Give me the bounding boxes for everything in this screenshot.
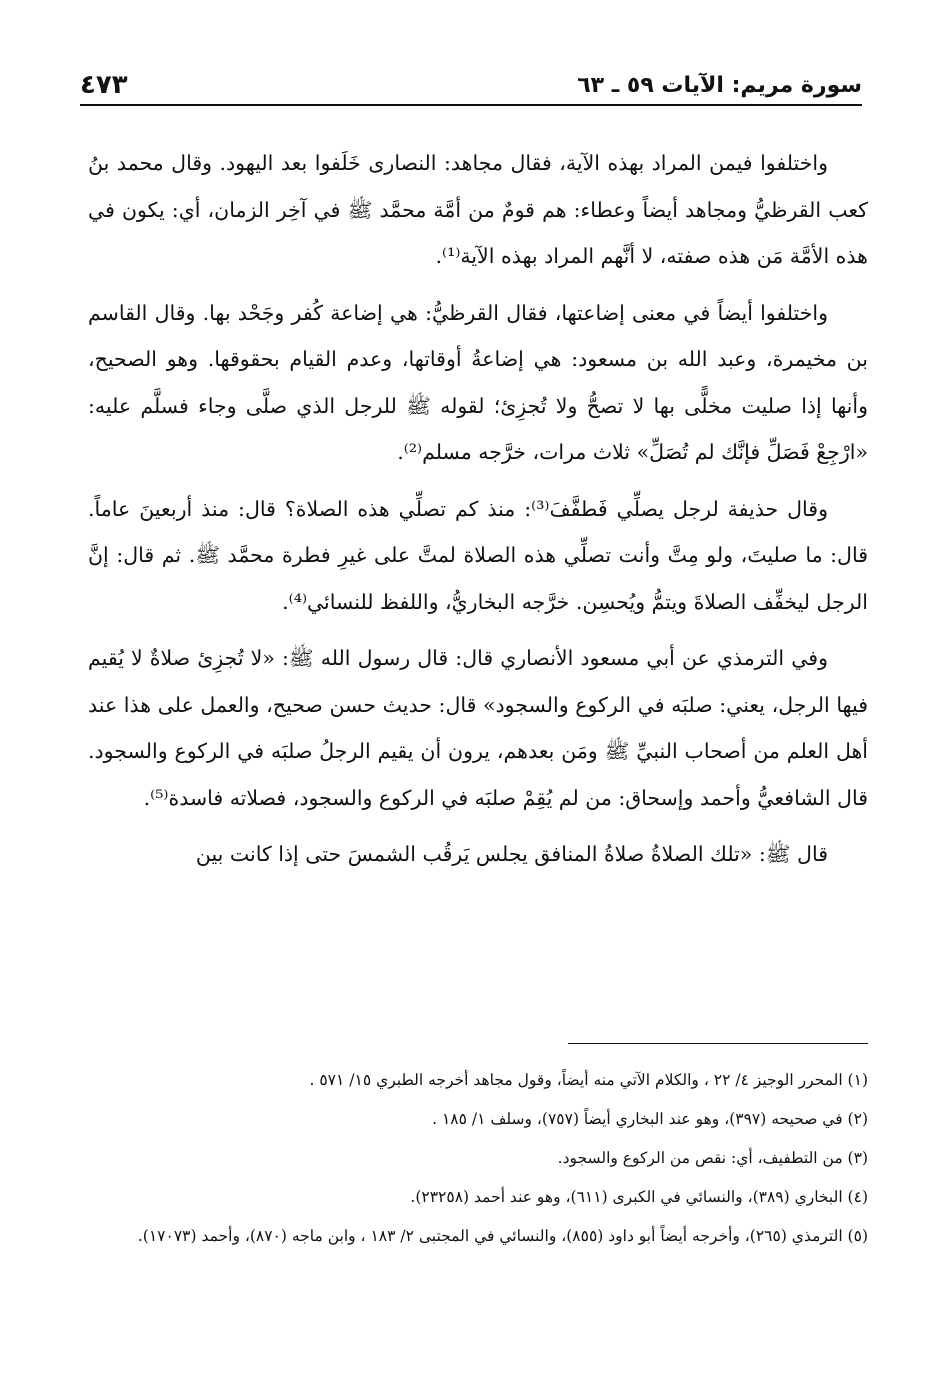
main-text: [88, 140, 868, 878]
footnote: (٤) البخاري (٣٨٩)، والنسائي في الكبرى (٦١١)، وهو عند أحمد (٢٣٢٥٨).: [410, 1188, 868, 1206]
running-title: سورة مريم: الآيات ٥٩ ـ ٦٣: [577, 73, 862, 98]
paragraph: وفي الترمذي عن أبي مسعود الأنصاري قال: قال رسول الله ﷺ: «لا تُجزِئ صلاةٌ لا يُقيم فيها الرجل، يعني: صلبَه في الركوع والسجود» قال: حديث حسن صحيح، والعمل على هذا عند أهل العلم من أصحاب النبيِّ ﷺ ومَن بعدهم، يرون أن يقيم الرجلُ صلبَه في الركوع والسجود. قال الشافعيُّ وأحمد وإسحاق: من لم يُقِمْ صلبَه في الركوع والسجود، فصلاته فاسدة⁽⁵⁾.: [88, 646, 868, 810]
footnote: (٢) في صحيحه (٣٩٧)، وهو عند البخاري أيضاً (٧٥٧)، وسلف ١/ ١٨٥ .: [432, 1110, 868, 1128]
footnote: (٣) من التطفيف، أي: نقص من الركوع والسجود.: [557, 1149, 868, 1167]
paragraph: واختلفوا فيمن المراد بهذه الآية، فقال مجاهد: النصارى خَلَفوا بعد اليهود. وقال محمد بنُ كعب القرظيُّ ومجاهد أيضاً وعطاء: هم قومٌ من أمَّة محمَّد ﷺ في آخِر الزمان، أي: يكون في هذه الأمَّة مَن هذه صفته، لا أنَّهم المراد بهذه الآية⁽¹⁾.: [88, 151, 868, 268]
paragraph: وقال حذيفة لرجل يصلِّي فَطفَّفَ⁽³⁾: منذ كم تصلِّي هذه الصلاة؟ قال: منذ أربعينَ عاماً. قال: ما صليتَ، ولو مِتَّ وأنت تصلِّي هذه الصلاة لمتَّ على غيرِ فطرة محمَّد ﷺ. ثم قال: إنَّ الرجل ليخفِّف الصلاةَ ويتمُّ ويُحسِن. خرَّجه البخاريُّ، واللفظ للنسائي⁽⁴⁾.: [88, 496, 868, 614]
footnotes: [88, 1065, 868, 1260]
footnote: (١) المحرر الوجيز ٤/ ٢٢ ، والكلام الآتي منه أيضاً، وقول مجاهد أخرجه الطبري ١٥/ ٥٧١ .: [309, 1071, 868, 1089]
running-header: [80, 58, 862, 106]
page-number: ٤٧٣: [80, 70, 128, 100]
footnote: (٥) الترمذي (٢٦٥)، وأخرجه أيضاً أبو داود (٨٥٥)، والنسائي في المجتبى ٢/ ١٨٣ ، وابن ماجه (٨٧٠)، وأحمد (١٧٠٧٣).: [137, 1227, 868, 1245]
paragraph: قال ﷺ: «تلك الصلاةُ صلاةُ المنافق يجلس يَرقُب الشمسَ حتى إذا كانت بين: [195, 842, 828, 866]
footnote-separator: [568, 1043, 868, 1044]
paragraph: واختلفوا أيضاً في معنى إضاعتها، فقال القرظيُّ: هي إضاعة كُفر وجَحْد بها. وقال القاسم بن مخيمرة، وعبد الله بن مسعود: هي إضاعةُ أوقاتها، وعدم القيام بحقوقها. وهو الصحيح، وأنها إذا صليت مخلًّى بها لا تصحُّ ولا تُجزِئ؛ لقوله ﷺ للرجل الذي صلَّى وجاء فسلَّم عليه: «ارْجِعْ فَصَلِّ فإنَّك لم تُصَلِّ» ثلاث مرات، خرَّجه مسلم⁽²⁾.: [88, 300, 868, 464]
